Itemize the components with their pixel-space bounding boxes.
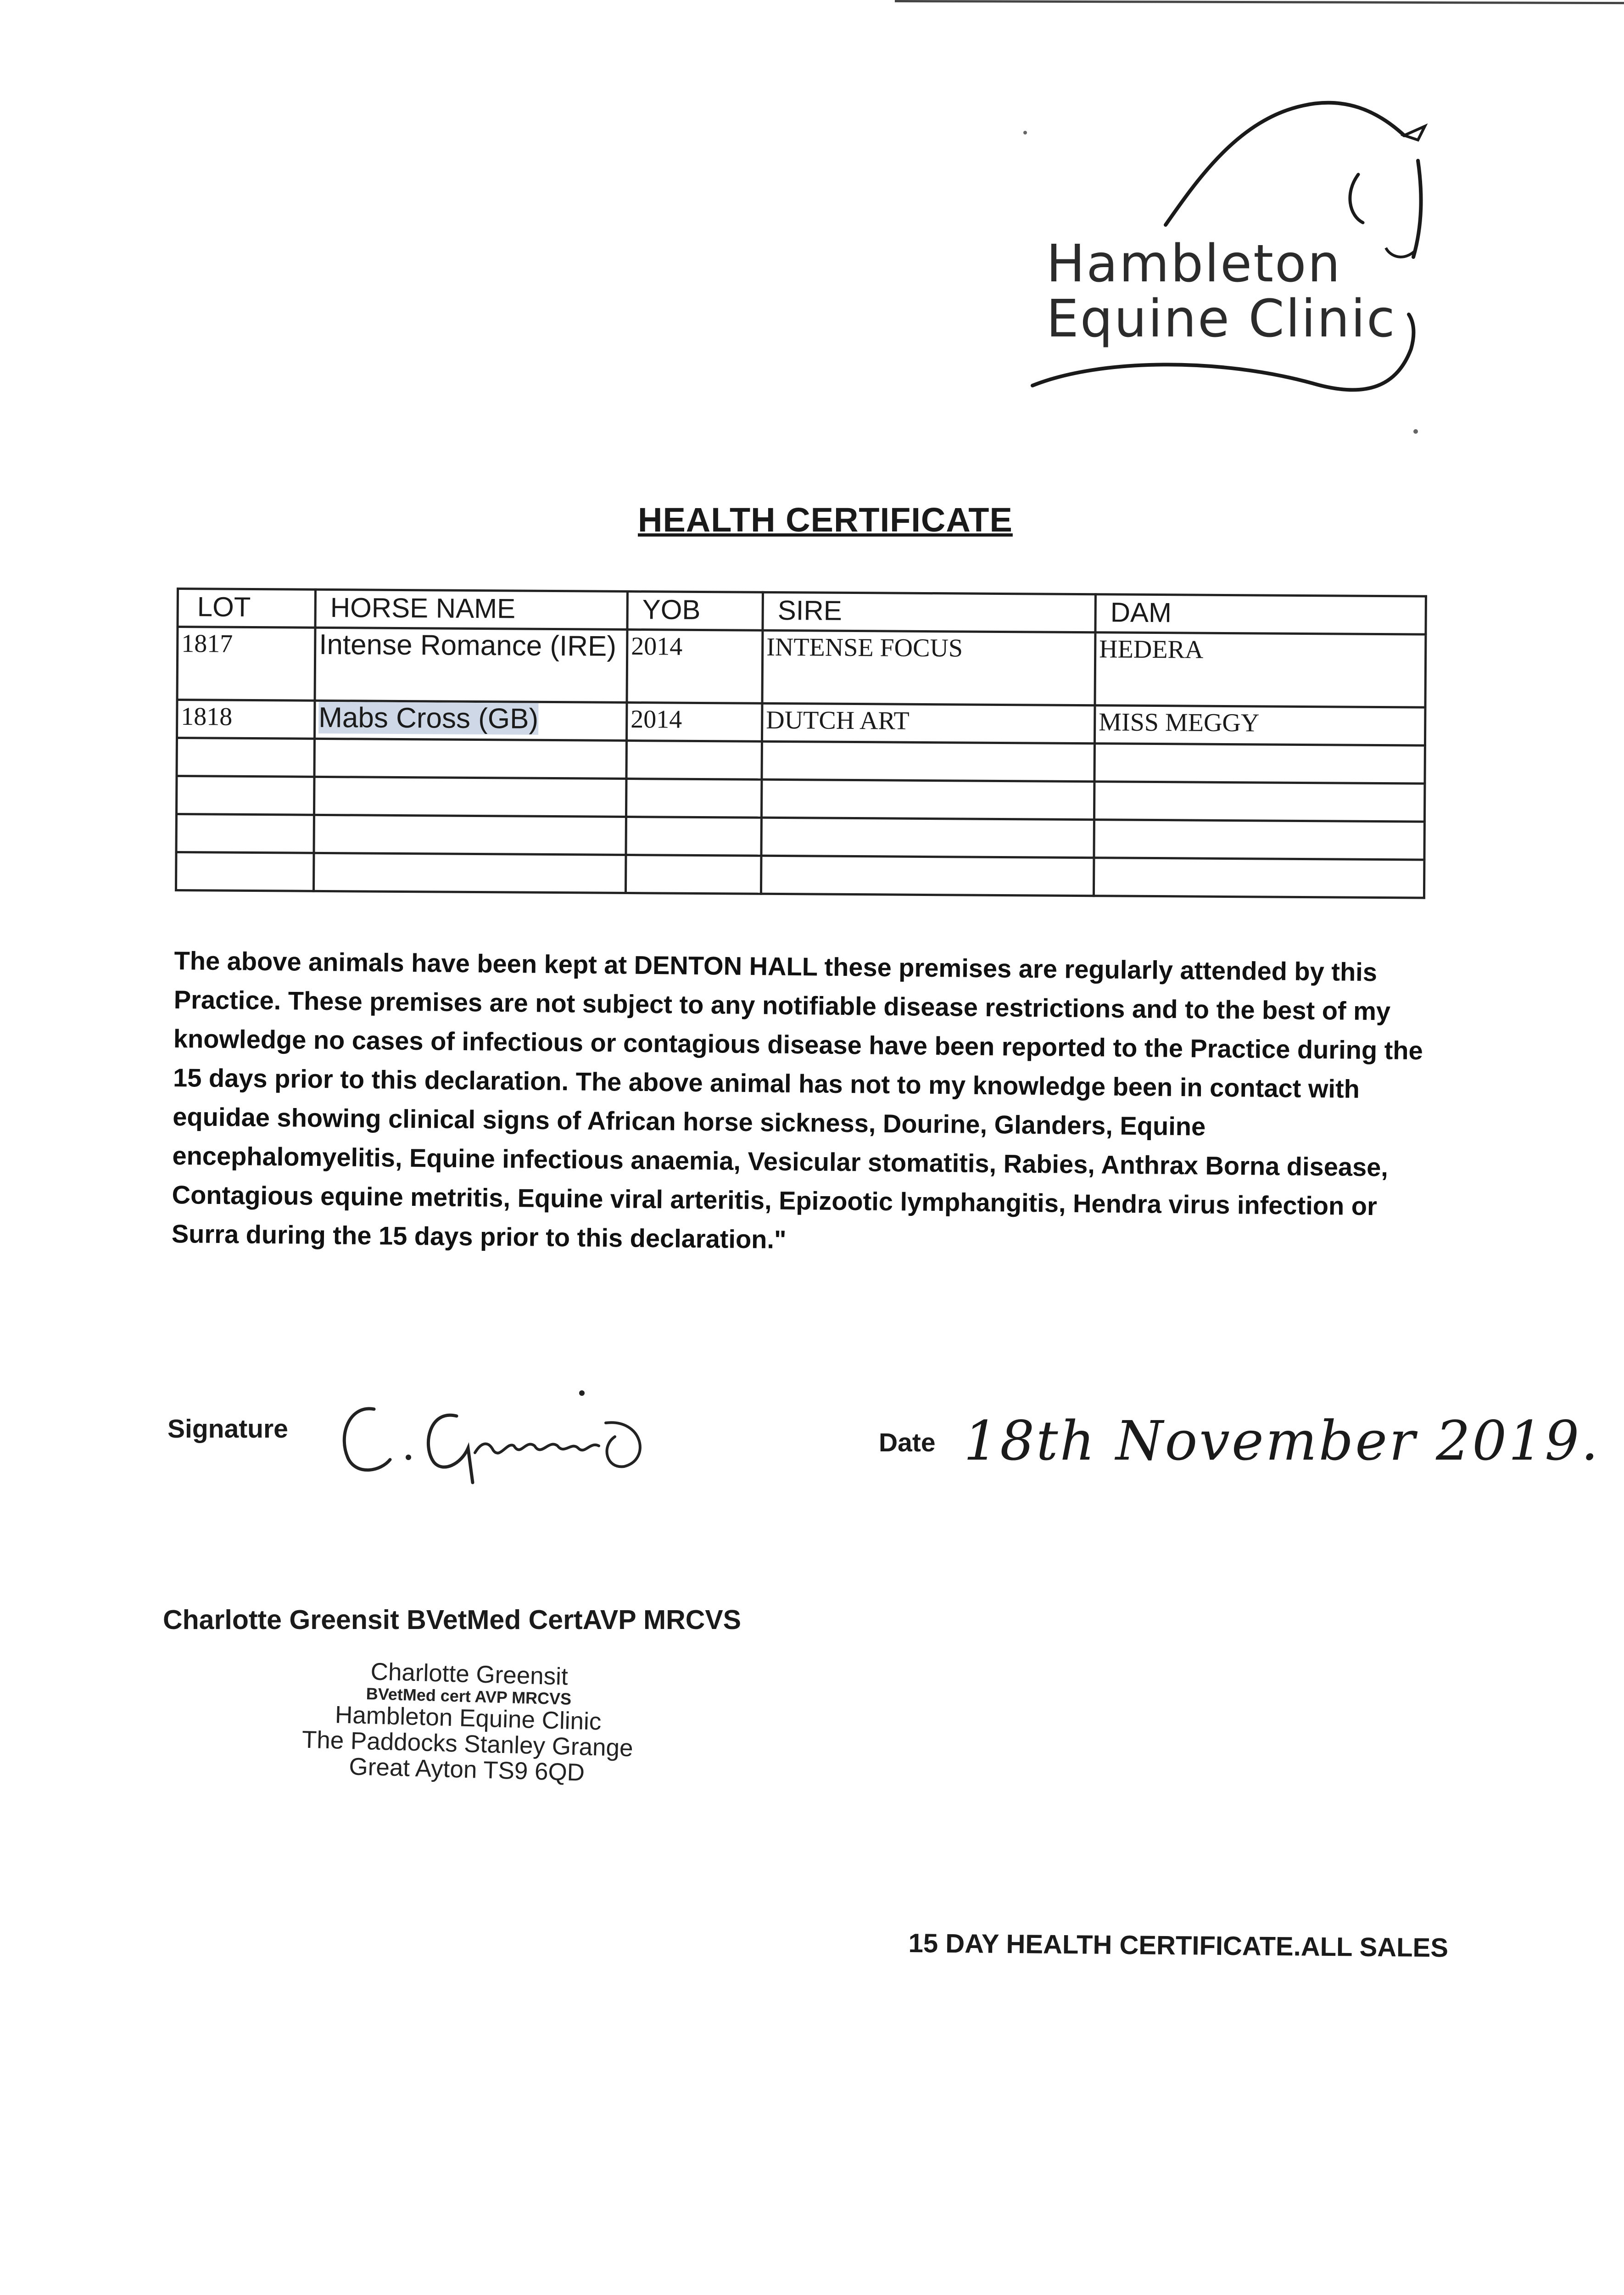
scan-speck <box>1413 429 1418 434</box>
handwritten-date-text: 18th November 2019. <box>964 1409 1600 1472</box>
cell-dam: MISS MEGGY <box>1094 705 1425 745</box>
scan-edge-line <box>895 0 1624 9</box>
stamp-line-clinic: Hambleton Equine Clinic <box>335 1701 602 1735</box>
handwritten-date <box>964 1409 1600 1473</box>
header-horse-name: HORSE NAME <box>315 589 627 629</box>
certificate-title: HEALTH CERTIFICATE <box>638 501 1013 539</box>
stamp-line-qualifications: BVetMed cert AVP MRCVS <box>366 1684 572 1708</box>
header-dam: DAM <box>1095 594 1426 634</box>
footer-note: 15 DAY HEALTH CERTIFICATE.ALL SALES <box>908 1928 1449 1963</box>
stamp-line-name: Charlotte Greensit <box>370 1658 569 1690</box>
cell-yob: 2014 <box>626 702 762 741</box>
cell-sire: DUTCH ART <box>762 703 1094 743</box>
cell-horse-name: Intense Romance (IRE) <box>315 627 627 702</box>
stamp-line-address: The Paddocks Stanley Grange <box>301 1726 634 1762</box>
stamp-line-town: Great Ayton TS9 6QD <box>348 1753 585 1786</box>
vet-stamp <box>269 1657 667 1788</box>
table-row <box>177 627 1426 708</box>
header-sire: SIRE <box>763 592 1095 632</box>
clinic-name-line2: Equine Clinic <box>1046 289 1396 349</box>
scan-speck <box>1023 131 1027 134</box>
cell-sire: INTENSE FOCUS <box>762 630 1095 705</box>
highlighted-horse-name: Mabs Cross (GB) <box>318 701 539 735</box>
header-lot: LOT <box>178 589 316 628</box>
horse-table-container <box>175 588 1425 899</box>
horse-table <box>175 588 1427 899</box>
date-label: Date <box>879 1428 936 1457</box>
header-yob: YOB <box>627 592 763 631</box>
cell-yob: 2014 <box>627 630 763 704</box>
declaration-text: The above animals have been kept at DENTON HALL these premises are regularly attended by this Practice. These premises are not subject to any notifiable disease restrictions and to the best of my knowledge no cases of infectious or contagious disease have been reported to the Practice during the 15 days prior to this declaration. The above animal has not to my knowledge been in contact with equidae showing clinical signs of African horse sickness, Dourine, Glanders, Equine encephalomyelitis, Equine infectious anaemia, Vesicular stomatitis, Rabies, Anthrax Borna disease, Contagious equine metritis, Equine viral arteritis, Epizootic lymphangitis, Hendra virus infection or Surra during the 15 days prior to this declaration." <box>171 946 1423 1254</box>
cell-lot: 1817 <box>177 627 315 701</box>
vet-name: Charlotte Greensit BVetMed CertAVP MRCVS <box>163 1605 742 1635</box>
cell-horse-name <box>314 700 626 740</box>
table-row-empty <box>176 852 1424 898</box>
cell-dam: HEDERA <box>1095 633 1426 707</box>
cell-lot: 1818 <box>177 700 315 739</box>
handwritten-signature <box>330 1372 661 1492</box>
signature-label: Signature <box>167 1414 288 1444</box>
clinic-name-line1: Hambleton <box>1046 234 1342 294</box>
clinic-logo <box>982 92 1441 404</box>
